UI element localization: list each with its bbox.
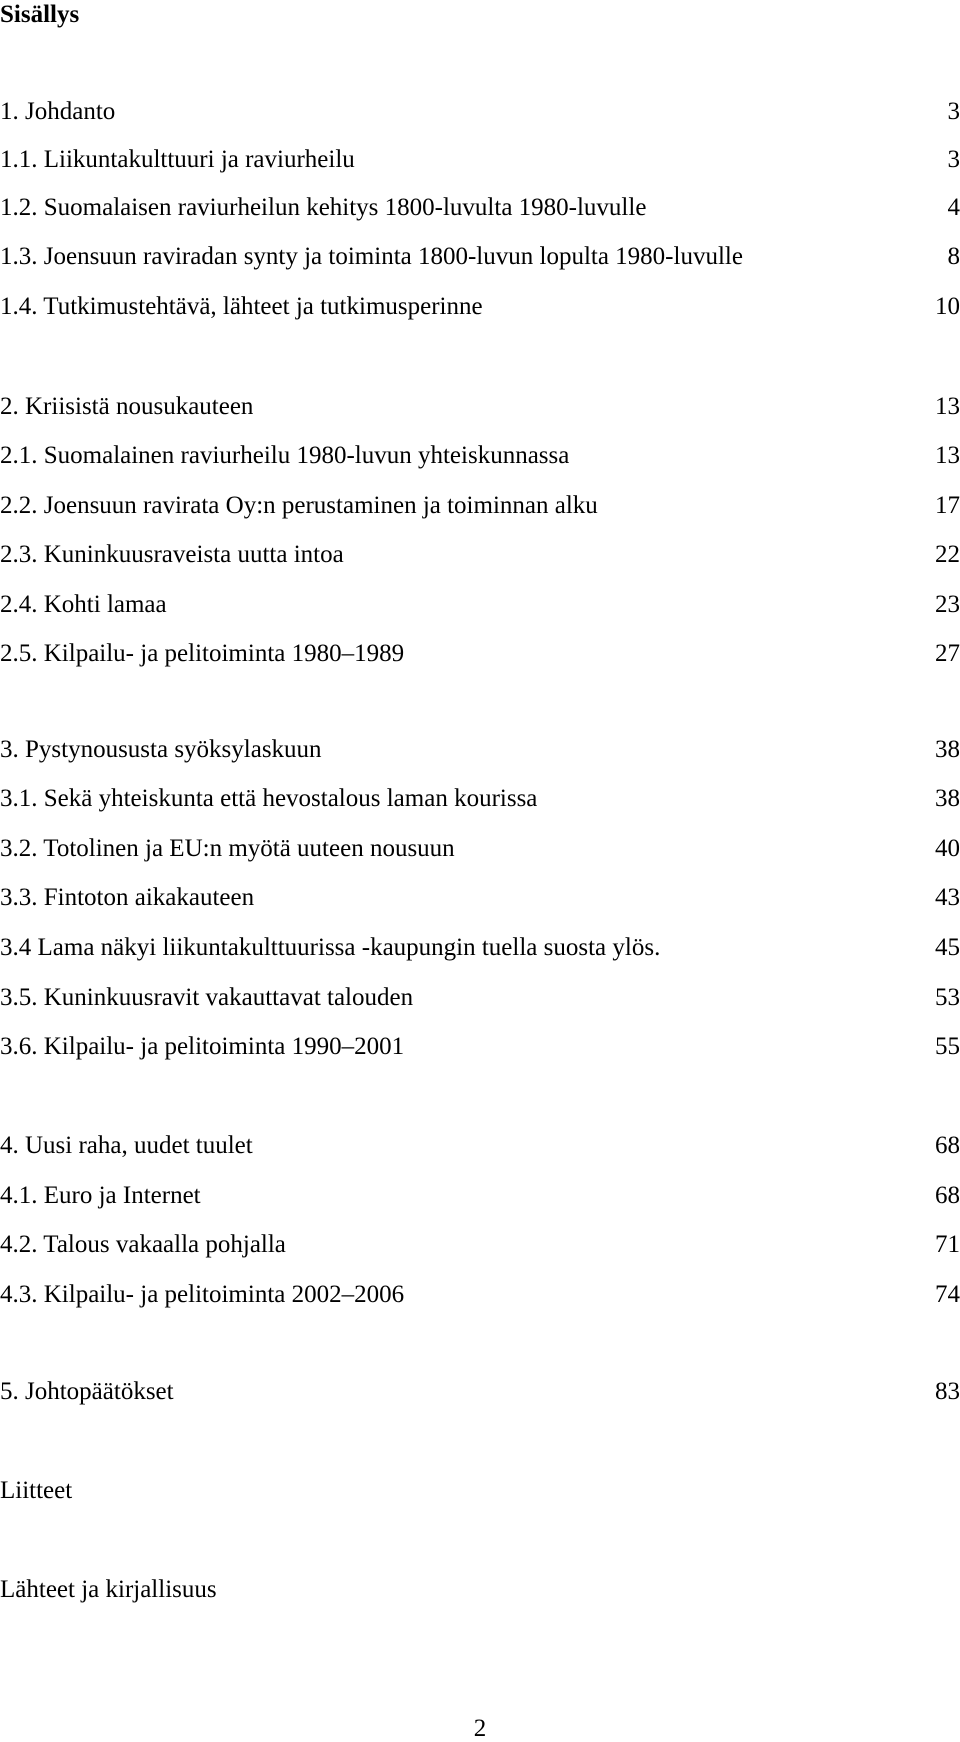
toc-entry-page: 71 — [935, 1231, 960, 1258]
toc-entry-label: 2.5. Kilpailu- ja pelitoiminta 1980–1989 — [0, 640, 405, 667]
toc-entry-page: 4 — [947, 194, 960, 221]
toc-entry-label: 3.4 Lama näkyi liikuntakulttuurissa -kaupungin tuella suosta ylös. — [0, 934, 661, 961]
toc-entry-1-4[interactable] — [0, 292, 960, 322]
toc-entry-3-4[interactable] — [0, 933, 960, 963]
toc-entry-2-2[interactable] — [0, 491, 960, 521]
toc-entry-page: 13 — [935, 442, 960, 469]
toc-entry-page: 83 — [935, 1378, 960, 1405]
toc-entry-label: 3.2. Totolinen ja EU:n myötä uuteen nousuun — [0, 835, 455, 862]
toc-entry-label: 1.2. Suomalaisen raviurheilun kehitys 1800-luvulta 1980-luvulle — [0, 194, 647, 221]
toc-entry-chapter-4[interactable] — [0, 1131, 960, 1161]
toc-entry-4-2[interactable] — [0, 1230, 960, 1260]
toc-entry-label: 1.3. Joensuun raviradan synty ja toiminta 1800-luvun lopulta 1980-luvulle — [0, 243, 743, 270]
toc-entry-label: 3.5. Kuninkuusravit vakauttavat talouden — [0, 984, 414, 1011]
toc-entry-label: 2. Kriisistä nousukauteen — [0, 393, 254, 420]
toc-entry-label: 2.1. Suomalainen raviurheilu 1980-luvun yhteiskunnassa — [0, 442, 570, 469]
toc-entry-page: 3 — [947, 98, 960, 125]
toc-entry-page: 8 — [947, 243, 960, 270]
toc-entry-page: 17 — [935, 492, 960, 519]
toc-entry-1-1[interactable] — [0, 145, 960, 175]
toc-entry-page: 43 — [935, 884, 960, 911]
toc-entry-label: 3.6. Kilpailu- ja pelitoiminta 1990–2001 — [0, 1033, 405, 1060]
toc-entry-appendix[interactable]: Liitteet — [0, 1477, 73, 1504]
toc-entry-label: 4.1. Euro ja Internet — [0, 1182, 201, 1209]
toc-entry-chapter-5[interactable] — [0, 1377, 960, 1407]
toc-entry-references[interactable]: Lähteet ja kirjallisuus — [0, 1576, 217, 1603]
toc-entry-3-1[interactable] — [0, 784, 960, 814]
toc-entry-page: 55 — [935, 1033, 960, 1060]
page-number: 2 — [473, 1715, 487, 1742]
toc-entry-page: 22 — [935, 541, 960, 568]
toc-entry-3-3[interactable] — [0, 883, 960, 913]
toc-entry-page: 13 — [935, 393, 960, 420]
toc-entry-label: 5. Johtopäätökset — [0, 1378, 174, 1405]
toc-entry-label: 3.1. Sekä yhteiskunta että hevostalous laman kourissa — [0, 785, 538, 812]
toc-entry-label: 2.2. Joensuun ravirata Oy:n perustaminen ja toiminnan alku — [0, 492, 598, 519]
toc-entry-chapter-1[interactable] — [0, 97, 960, 127]
toc-entry-page: 10 — [935, 293, 960, 320]
toc-entry-page: 74 — [935, 1281, 960, 1308]
toc-entry-label: 1. Johdanto — [0, 98, 116, 125]
toc-entry-page: 45 — [935, 934, 960, 961]
toc-entry-page: 27 — [935, 640, 960, 667]
toc-entry-label: 4.3. Kilpailu- ja pelitoiminta 2002–2006 — [0, 1281, 405, 1308]
toc-entry-label: 3.3. Fintoton aikakauteen — [0, 884, 255, 911]
toc-entry-label: 2.3. Kuninkuusraveista uutta intoa — [0, 541, 344, 568]
toc-entry-3-2[interactable] — [0, 834, 960, 864]
toc-entry-1-3[interactable] — [0, 242, 960, 272]
toc-entry-page: 38 — [935, 736, 960, 763]
page-title: Sisällys — [0, 1, 80, 28]
toc-entry-3-5[interactable] — [0, 983, 960, 1013]
toc-entry-page: 68 — [935, 1182, 960, 1209]
toc-entry-chapter-3[interactable] — [0, 735, 960, 765]
toc-entry-label: 2.4. Kohti lamaa — [0, 591, 167, 618]
toc-entry-2-3[interactable] — [0, 540, 960, 570]
toc-entry-2-4[interactable] — [0, 590, 960, 620]
toc-entry-label: 4. Uusi raha, uudet tuulet — [0, 1132, 253, 1159]
toc-entry-page: 38 — [935, 785, 960, 812]
toc-entry-page: 53 — [935, 984, 960, 1011]
toc-entry-chapter-2[interactable] — [0, 392, 960, 422]
toc-entry-2-1[interactable] — [0, 441, 960, 471]
toc-entry-label: 3. Pystynoususta syöksylaskuun — [0, 736, 322, 763]
toc-entry-page: 3 — [947, 146, 960, 173]
toc-entry-1-2[interactable] — [0, 193, 960, 223]
toc-entry-4-3[interactable] — [0, 1280, 960, 1310]
toc-entry-page: 40 — [935, 835, 960, 862]
toc-entry-label: 1.1. Liikuntakulttuuri ja raviurheilu — [0, 146, 355, 173]
toc-entry-label: 1.4. Tutkimustehtävä, lähteet ja tutkimusperinne — [0, 293, 483, 320]
toc-entry-label: 4.2. Talous vakaalla pohjalla — [0, 1231, 286, 1258]
toc-entry-3-6[interactable] — [0, 1032, 960, 1062]
toc-entry-page: 68 — [935, 1132, 960, 1159]
toc-entry-2-5[interactable] — [0, 639, 960, 669]
toc-entry-page: 23 — [935, 591, 960, 618]
toc-entry-4-1[interactable] — [0, 1181, 960, 1211]
